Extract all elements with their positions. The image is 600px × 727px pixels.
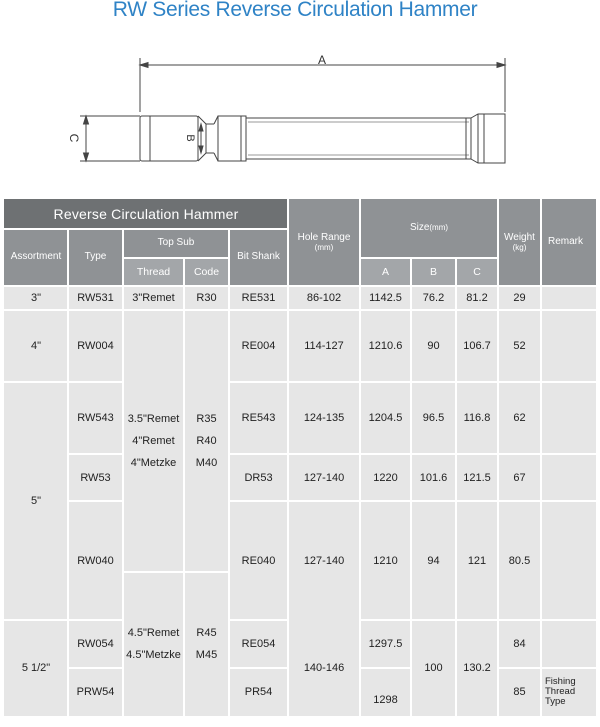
bit-shank-cell: RE531 xyxy=(229,286,288,310)
weight-cell: 67 xyxy=(498,454,541,501)
type-cell: RW040 xyxy=(68,501,123,620)
code-item: R45 xyxy=(196,627,217,639)
size-c-cell: 106.7 xyxy=(456,310,498,382)
size-a-cell: 1142.5 xyxy=(360,286,411,310)
remark-cell xyxy=(541,310,596,382)
weight-cell: 84 xyxy=(498,620,541,668)
dimension-a-label: A xyxy=(317,53,327,67)
header-hole-range-unit: (mm) xyxy=(314,242,334,252)
weight-cell: 29 xyxy=(498,286,541,310)
remark-cell xyxy=(541,501,596,620)
assortment-4in: 4" xyxy=(4,310,68,382)
hole-range-cell: 127-140 xyxy=(288,454,360,501)
thread-item: 3.5"Remet xyxy=(127,413,180,425)
type-cell: RW53 xyxy=(68,454,123,501)
header-bit-shank: Bit Shank xyxy=(229,229,288,286)
remark-fishing-thread: Fishing Thread Type xyxy=(541,668,596,716)
weight-cell: 62 xyxy=(498,382,541,454)
code-group-5-half-in xyxy=(184,572,229,716)
size-a-cell: 1210 xyxy=(360,501,411,620)
size-b-cell: 96.5 xyxy=(411,382,456,454)
thread-item: 4.5"Metzke xyxy=(126,649,181,661)
hole-range-cell: 127-140 xyxy=(288,501,360,620)
header-remark: Remark xyxy=(541,199,596,286)
code-group-5in xyxy=(184,310,229,572)
remark-cell xyxy=(541,286,596,310)
type-cell: RW004 xyxy=(68,310,123,382)
hole-range-cell: 86-102 xyxy=(288,286,360,310)
size-b-cell: 94 xyxy=(411,501,456,620)
remark-cell xyxy=(541,620,596,668)
header-size xyxy=(360,199,498,258)
thread-group-5-half-in xyxy=(123,572,184,716)
header-weight-unit: (kg) xyxy=(512,242,527,252)
size-c-cell: 130.2 xyxy=(456,620,498,716)
remark-cell xyxy=(541,382,596,454)
hole-range-cell: 124-135 xyxy=(288,382,360,454)
code-item: M40 xyxy=(195,457,218,469)
size-b-cell: 101.6 xyxy=(411,454,456,501)
hole-range-cell: 114-127 xyxy=(288,310,360,382)
dimension-b-label: B xyxy=(184,134,196,142)
remark-cell xyxy=(541,454,596,501)
header-hole-range xyxy=(288,199,360,286)
header-type: Type xyxy=(68,229,123,286)
header-size-c: C xyxy=(456,258,498,286)
size-a-cell: 1204.5 xyxy=(360,382,411,454)
bit-shank-cell: RE054 xyxy=(229,620,288,668)
type-cell: RW531 xyxy=(68,286,123,310)
type-cell: RW543 xyxy=(68,382,123,454)
size-a-cell: 1297.5 xyxy=(360,620,411,668)
hole-range-cell: 140-146 xyxy=(288,620,360,716)
code-cell: R30 xyxy=(184,286,229,310)
thread-item: 4"Metzke xyxy=(130,457,177,469)
assortment-5in: 5" xyxy=(4,382,68,620)
size-a-cell: 1210.6 xyxy=(360,310,411,382)
header-weight-label: Weight xyxy=(504,232,535,244)
header-size-b: B xyxy=(411,258,456,286)
code-item: R40 xyxy=(196,435,217,447)
table-main-header: Reverse Circulation Hammer xyxy=(4,199,288,229)
size-c-cell: 121.5 xyxy=(456,454,498,501)
size-c-cell: 116.8 xyxy=(456,382,498,454)
size-a-cell: 1220 xyxy=(360,454,411,501)
header-weight xyxy=(498,199,541,286)
weight-cell: 52 xyxy=(498,310,541,382)
size-b-cell: 90 xyxy=(411,310,456,382)
header-size-a: A xyxy=(360,258,411,286)
type-cell: RW054 xyxy=(68,620,123,668)
size-b-cell: 100 xyxy=(411,620,456,716)
thread-cell: 3"Remet xyxy=(123,286,184,310)
size-a-cell: 1298 xyxy=(360,668,411,716)
weight-cell: 85 xyxy=(498,668,541,716)
header-code: Code xyxy=(184,258,229,286)
header-assortment: Assortment xyxy=(4,229,68,286)
header-size-label: Size xyxy=(409,222,430,234)
type-cell: PRW54 xyxy=(68,668,123,716)
code-item: R35 xyxy=(196,413,217,425)
bit-shank-cell: DR53 xyxy=(229,454,288,501)
thread-item: 4"Remet xyxy=(132,435,175,447)
header-thread: Thread xyxy=(123,258,184,286)
header-size-unit: (mm) xyxy=(429,223,449,233)
thread-group-5in xyxy=(123,310,184,572)
code-item: M45 xyxy=(195,649,218,661)
assortment-5-half-in: 5 1/2" xyxy=(4,620,68,716)
bit-shank-cell: PR54 xyxy=(229,668,288,716)
weight-cell: 80.5 xyxy=(498,501,541,620)
dimension-c-label: C xyxy=(67,133,81,143)
assortment-3in: 3" xyxy=(4,286,68,310)
bit-shank-cell: RE004 xyxy=(229,310,288,382)
size-b-cell: 76.2 xyxy=(411,286,456,310)
header-top-sub: Top Sub xyxy=(123,229,229,258)
size-c-cell: 81.2 xyxy=(456,286,498,310)
page-title: RW Series Reverse Circulation Hammer xyxy=(112,0,478,21)
thread-item: 4.5"Remet xyxy=(127,627,180,639)
size-c-cell: 121 xyxy=(456,501,498,620)
bit-shank-cell: RE543 xyxy=(229,382,288,454)
bit-shank-cell: RE040 xyxy=(229,501,288,620)
header-hole-range-label: Hole Range xyxy=(297,232,351,244)
hammer-drawing xyxy=(0,0,600,200)
